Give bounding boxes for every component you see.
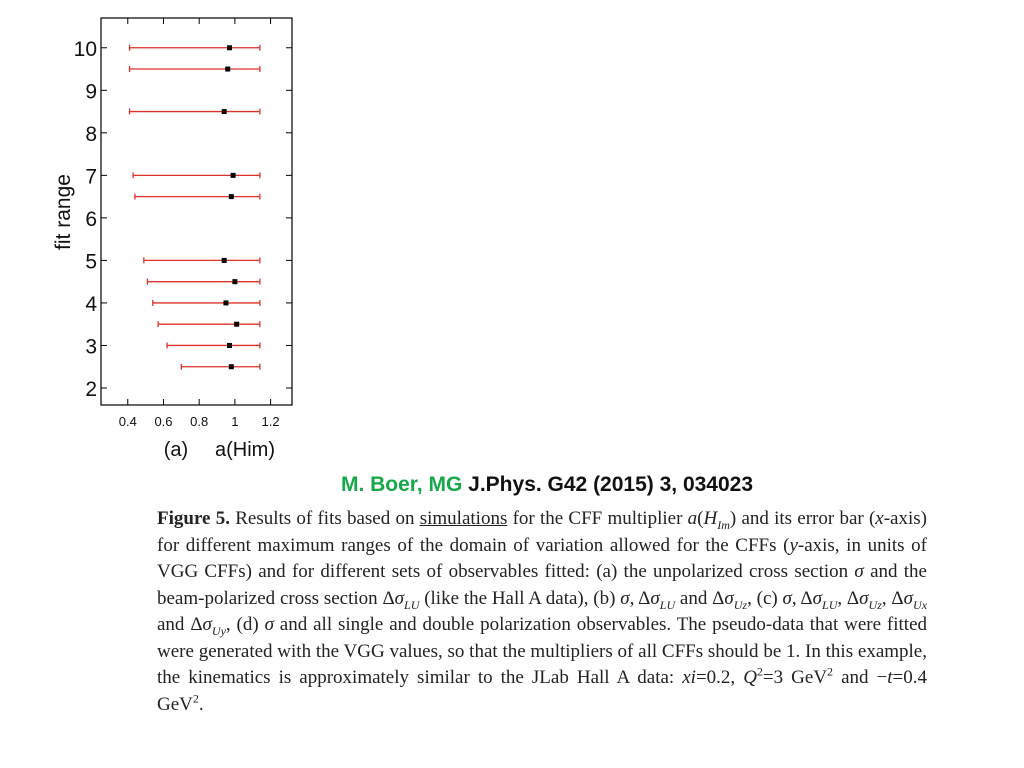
x-tick-label: 0.8 <box>190 414 209 429</box>
x-tick-label: 1.2 <box>261 414 280 429</box>
data-series <box>130 45 260 370</box>
point-marker <box>229 194 234 199</box>
y-tick-label: 7 <box>85 165 97 189</box>
point-marker <box>227 343 232 348</box>
point-marker <box>222 109 227 114</box>
y-tick-label: 2 <box>85 377 97 401</box>
point-marker <box>232 279 237 284</box>
data-point <box>130 45 260 51</box>
data-point <box>130 66 260 72</box>
data-point <box>135 194 260 200</box>
point-marker <box>227 45 232 50</box>
data-point <box>144 257 260 263</box>
data-point <box>133 172 260 178</box>
data-point <box>153 300 260 306</box>
y-tick-label: 6 <box>85 207 97 231</box>
y-tick-label: 9 <box>85 80 97 104</box>
figure-caption: Figure 5. Results of fits based on simulations for the CFF multiplier $a(H_{Im})$ and its error bar (x-axis) for different maximum ranges of the domain of variation allowed for the CFFs (y-axis, in units of VGG CFFs) and for different sets of observables fitted: (a) the unpolarized cross section σ and the beam-polarized cross section $\Delta\sigma_{LU}$ (like the Hall A data), (b) σ, $\Delta\sigma_{LU}$ and $\Delta\sigma_{Uz}$, (c) σ, $\Delta\sigma_{LU}$, $\Delta\sigma_{Uz}$, $\Delta\sigma_{Ux}$ and $\Delta\sigma_{Uy}$, (d) σ and all single and double polarization observables. The pseudo-data that were fitted were generated with the VGG values, so that the multipliers of all CFFs should be 1. In this example, the kinematics is approximately similar to the JLab Hall A data: xi=0.2, $Q^2=3$ GeV$^2$ and −t=0.4 GeV$^2$. <box>157 508 928 715</box>
caption-figure-label: Figure 5. <box>157 508 230 529</box>
point-marker <box>229 364 234 369</box>
x-tick-label: 0.4 <box>118 414 137 429</box>
data-point <box>147 279 259 285</box>
data-point <box>181 364 260 370</box>
plot-frame <box>101 18 292 405</box>
citation <box>0 473 1024 497</box>
citation-authors: M. Boer, MG <box>340 473 463 496</box>
citation-journal: J.Phys. G42 (2015) 3, 034023 <box>462 473 754 496</box>
data-point <box>130 109 260 115</box>
point-marker <box>234 322 239 327</box>
x-tick-label: 0.6 <box>154 414 173 429</box>
x-axis-title: a(Him) <box>215 439 275 461</box>
y-tick-label: 3 <box>85 335 97 359</box>
point-marker <box>222 258 227 263</box>
y-tick-label: 8 <box>85 122 97 146</box>
point-marker <box>231 173 236 178</box>
data-point <box>158 321 260 327</box>
point-marker <box>225 67 230 72</box>
x-tick-label: 1 <box>231 414 239 429</box>
y-tick-label: 5 <box>85 250 97 274</box>
panel-label: (a) <box>163 439 189 461</box>
point-marker <box>223 300 228 305</box>
data-point <box>167 342 260 348</box>
y-tick-label: 4 <box>85 292 97 316</box>
y-tick-label: 10 <box>73 37 97 61</box>
y-axis-title: fit range <box>52 174 75 250</box>
